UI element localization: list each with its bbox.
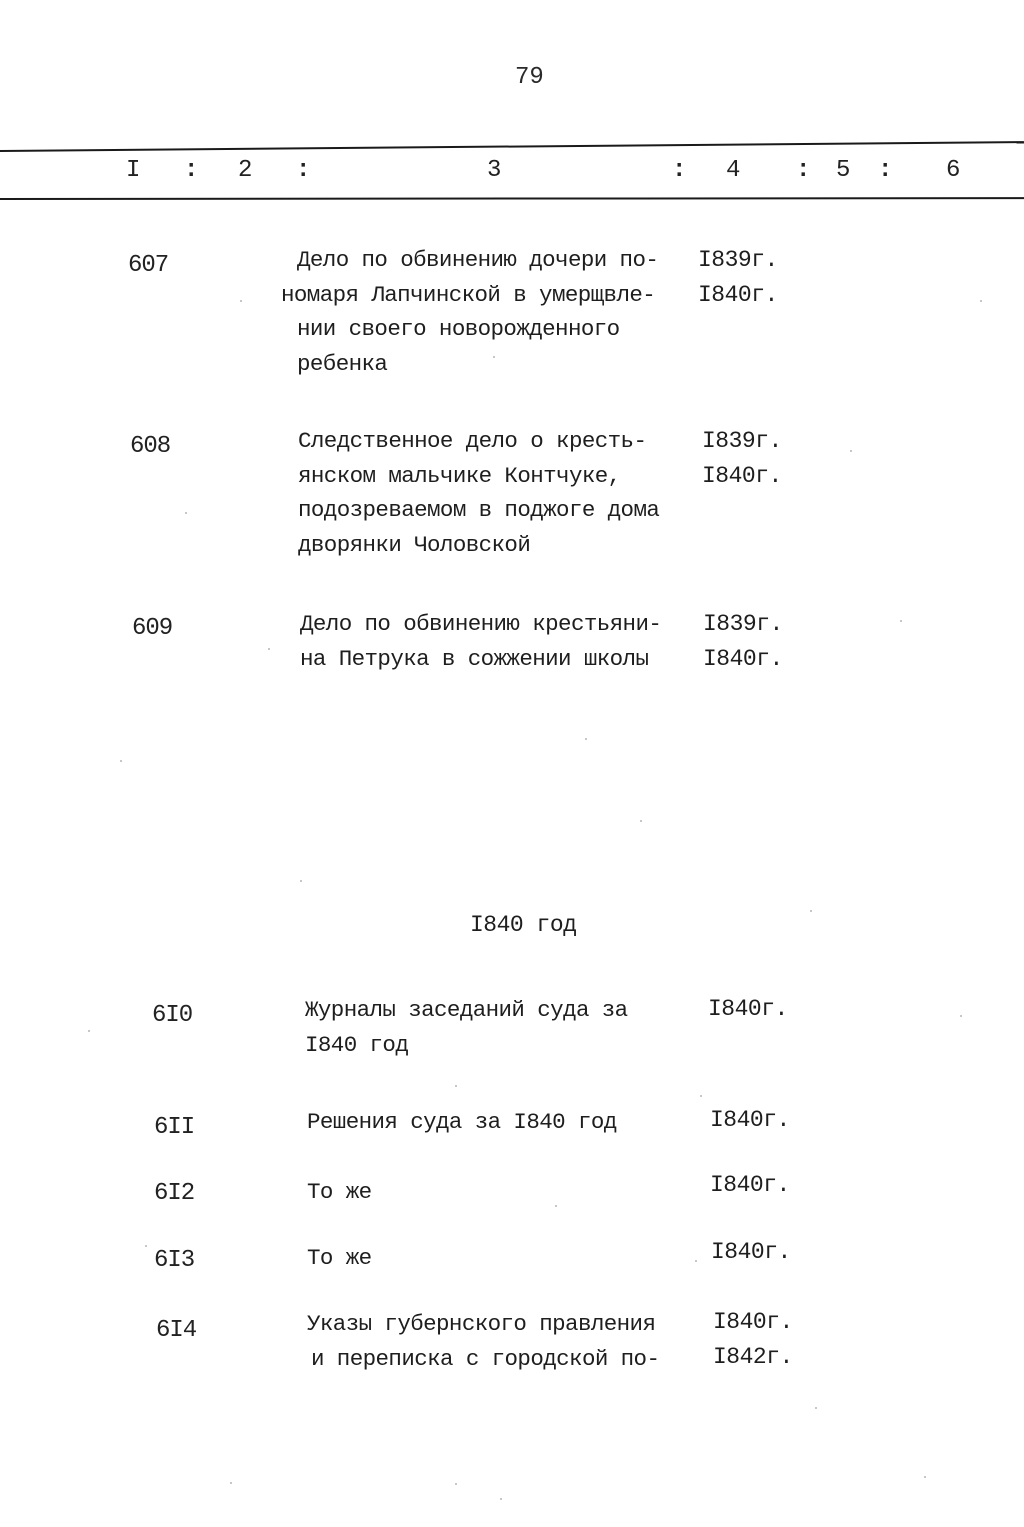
column-separator: : bbox=[878, 157, 893, 184]
description-line: ребенка bbox=[297, 350, 388, 377]
entry-dates bbox=[713, 1305, 793, 1374]
date-single: I840г. bbox=[708, 996, 788, 1022]
entry-description bbox=[300, 607, 661, 676]
entry-dates bbox=[698, 243, 778, 312]
header-rule-bottom bbox=[0, 197, 1024, 200]
date-single: I840г. bbox=[711, 1239, 791, 1265]
section-heading-year: I840 год bbox=[470, 912, 577, 938]
entry-description bbox=[305, 993, 628, 1062]
column-separator: : bbox=[796, 157, 811, 184]
description-line: подозреваемом в поджоге дома bbox=[298, 497, 660, 523]
date-start: I839г. bbox=[698, 247, 778, 273]
page-number: 79 bbox=[515, 64, 544, 91]
column-separator: : bbox=[296, 157, 311, 184]
entry-number: 6I0 bbox=[152, 1002, 193, 1029]
entry-dates bbox=[711, 1235, 791, 1270]
entry-description bbox=[298, 424, 659, 562]
entry-number: 6I3 bbox=[154, 1247, 195, 1274]
date-start: I840г. bbox=[713, 1309, 793, 1335]
description-line: дворянки Чоловской bbox=[298, 531, 531, 558]
date-end: I840г. bbox=[702, 462, 782, 489]
column-header-6: 6 bbox=[946, 157, 961, 184]
description-line: номаря Лапчинской в умерщвле- bbox=[281, 281, 656, 308]
entry-description bbox=[307, 1307, 659, 1376]
description-line: I840 год bbox=[305, 1031, 409, 1058]
entry-description bbox=[281, 243, 659, 381]
date-start: I839г. bbox=[702, 428, 782, 454]
entry-number: 607 bbox=[128, 252, 169, 279]
description-line: на Петрука в сожжении школы bbox=[300, 645, 649, 672]
description-line: янском мальчике Контчуке, bbox=[298, 462, 621, 489]
entry-dates bbox=[703, 607, 783, 676]
entry-number: 6II bbox=[154, 1114, 195, 1141]
column-header-5: 5 bbox=[836, 157, 851, 184]
date-end: I840г. bbox=[698, 281, 778, 308]
column-header-1: I bbox=[126, 157, 141, 184]
column-separator: : bbox=[184, 157, 199, 184]
entry-number: 608 bbox=[130, 433, 171, 460]
entry-dates bbox=[702, 424, 782, 493]
entry-number: 6I2 bbox=[154, 1180, 195, 1207]
description-line: То же bbox=[307, 1245, 372, 1271]
entry-description bbox=[307, 1175, 372, 1210]
column-header-4: 4 bbox=[726, 157, 741, 184]
date-start: I839г. bbox=[703, 611, 783, 637]
entry-number: 609 bbox=[132, 615, 173, 642]
description-line: нии своего новорожденного bbox=[297, 316, 620, 342]
description-line: Следственное дело о кресть- bbox=[298, 428, 647, 454]
description-line: Указы губернского правления bbox=[307, 1311, 656, 1337]
date-single: I840г. bbox=[710, 1172, 790, 1198]
description-line: Решения суда за I840 год bbox=[307, 1109, 617, 1135]
column-header-3: 3 bbox=[487, 157, 502, 184]
entry-dates bbox=[708, 992, 788, 1027]
description-line: Дело по обвинению крестьяни- bbox=[300, 611, 662, 637]
description-line: Журналы заседаний суда за bbox=[305, 997, 628, 1023]
date-end: I842г. bbox=[713, 1343, 793, 1370]
description-line: Дело по обвинению дочери по- bbox=[297, 247, 659, 273]
date-end: I840г. bbox=[703, 645, 783, 672]
entry-description bbox=[307, 1105, 617, 1140]
entry-dates bbox=[710, 1103, 790, 1138]
column-header-2: 2 bbox=[238, 157, 253, 184]
description-line: и переписка с городской по- bbox=[311, 1345, 660, 1372]
date-single: I840г. bbox=[710, 1107, 790, 1133]
entry-number: 6I4 bbox=[156, 1317, 197, 1344]
column-separator: : bbox=[672, 157, 687, 184]
header-rule-top bbox=[0, 141, 1024, 152]
entry-dates bbox=[710, 1168, 790, 1203]
description-line: То же bbox=[307, 1179, 372, 1205]
entry-description bbox=[307, 1241, 372, 1276]
